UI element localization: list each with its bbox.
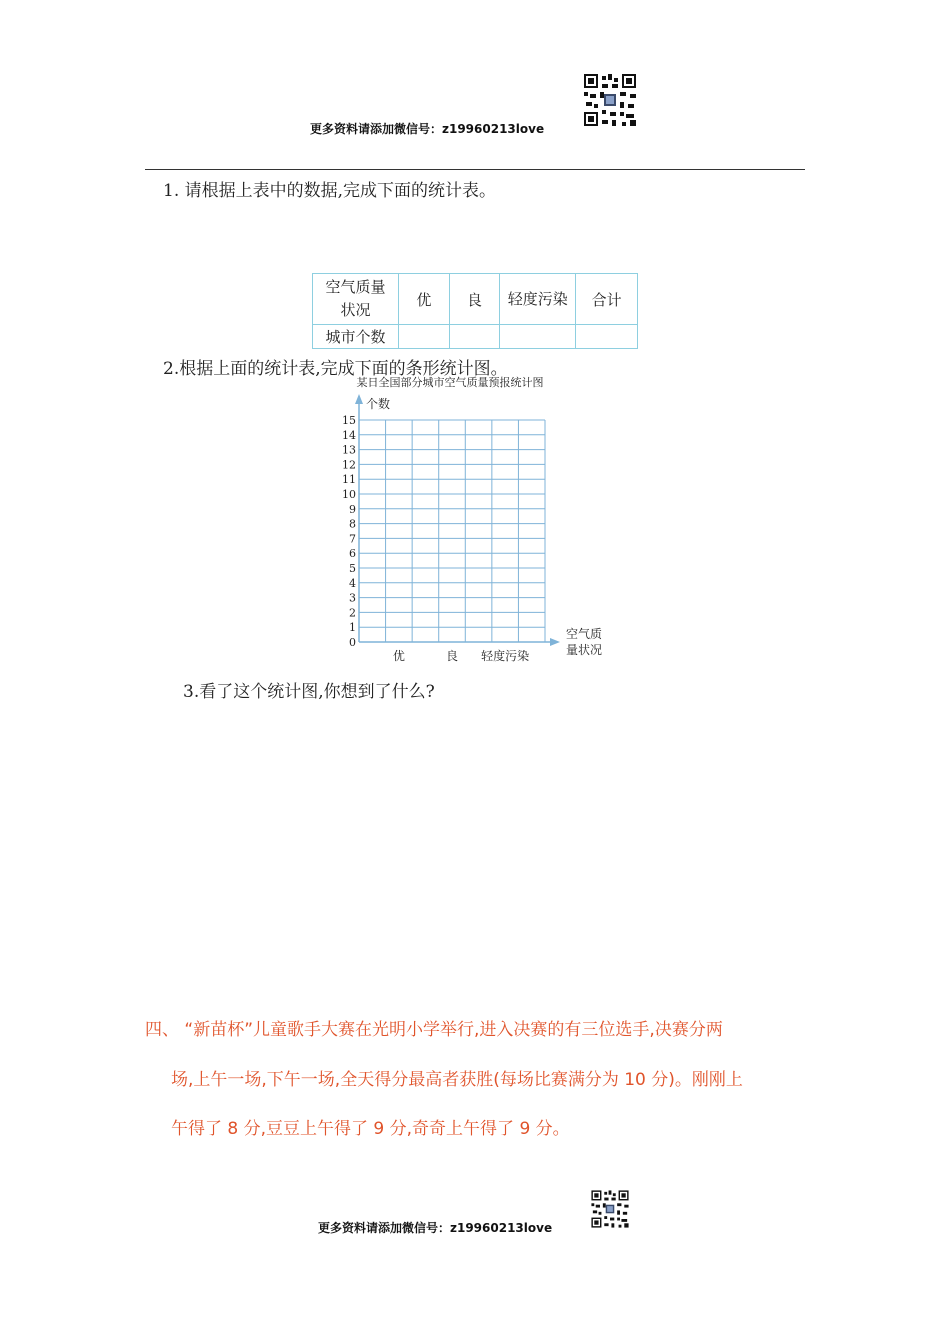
chart-y-tick-label: 12 [342,458,356,472]
table-header-cell: 良 [449,274,500,325]
chart-y-tick-label: 15 [342,414,356,427]
chart-y-tick-label: 11 [342,473,356,487]
chart-y-tick-label: 0 [349,636,356,649]
table-row-label: 城市个数 [313,325,399,349]
chart-title: 某日全国部分城市空气质量预报统计图 [356,376,544,389]
chart-x-axis-label: 空气质 [566,627,603,641]
chart-y-tick-label: 1 [349,621,356,635]
table-header-cell: 合计 [576,274,638,325]
table-header-cell: 轻度污染 [500,274,576,325]
chart-y-tick-label: 13 [342,443,356,457]
header-divider [145,169,805,170]
footer-wechat-text: 更多资料请添加微信号：z19960213love [318,1221,553,1235]
chart-y-tick-label: 9 [349,502,356,516]
table-answer-cell[interactable] [449,325,500,349]
chart-y-tick-label: 7 [349,532,356,546]
chart-grid [359,420,545,642]
qr-code-icon [582,72,638,128]
chart-y-tick-label: 10 [342,488,356,501]
table-answer-cell[interactable] [500,325,576,349]
statistics-table [312,273,638,349]
table-header-cell: 优 [399,274,450,325]
header-wechat-text: 更多资料请添加微信号：z19960213love [310,122,545,136]
chart-y-tick-label: 2 [349,606,356,620]
bar-chart [330,372,620,667]
question-1: 1. 请根据上表中的数据,完成下面的统计表。 [163,181,497,201]
chart-x-axis-label: 量状况 [566,643,603,657]
chart-y-tick-label: 5 [349,562,356,575]
chart-x-ticks [393,648,529,663]
chart-y-tick-label: 4 [349,576,356,590]
chart-y-tick-label: 3 [349,591,356,605]
section-4-line-2: 场,上午一场,下午一场,全天得分最高者获胜(每场比赛满分为 10 分)。刚刚上 [171,1070,743,1090]
section-4-line-3: 午得了 8 分,豆豆上午得了 9 分,奇奇上午得了 9 分。 [171,1119,570,1139]
table-answer-cell[interactable] [399,325,450,349]
section-4-line-1: 四、 “新苗杯”儿童歌手大赛在光明小学举行,进入决赛的有三位选手,决赛分两 [145,1020,723,1040]
qr-code-icon [590,1189,630,1229]
chart-y-tick-label: 6 [349,547,356,561]
question-2: 2.根据上面的统计表,完成下面的条形统计图。 [163,359,508,379]
y-axis-arrow-icon [355,394,363,404]
question-3: 3.看了这个统计图,你想到了什么? [183,682,435,702]
chart-x-tick-label: 良 [445,649,459,663]
chart-x-tick-label: 轻度污染 [481,649,530,663]
table-header-cell: 空气质量状况 [313,274,399,325]
table-answer-cell[interactable] [576,325,638,349]
chart-y-ticks [342,414,356,649]
chart-y-axis-label: 个数 [366,397,391,411]
chart-y-tick-label: 14 [342,428,356,442]
chart-y-tick-label: 8 [349,517,356,531]
chart-x-tick-label: 优 [392,649,405,663]
x-axis-arrow-icon [550,638,560,646]
